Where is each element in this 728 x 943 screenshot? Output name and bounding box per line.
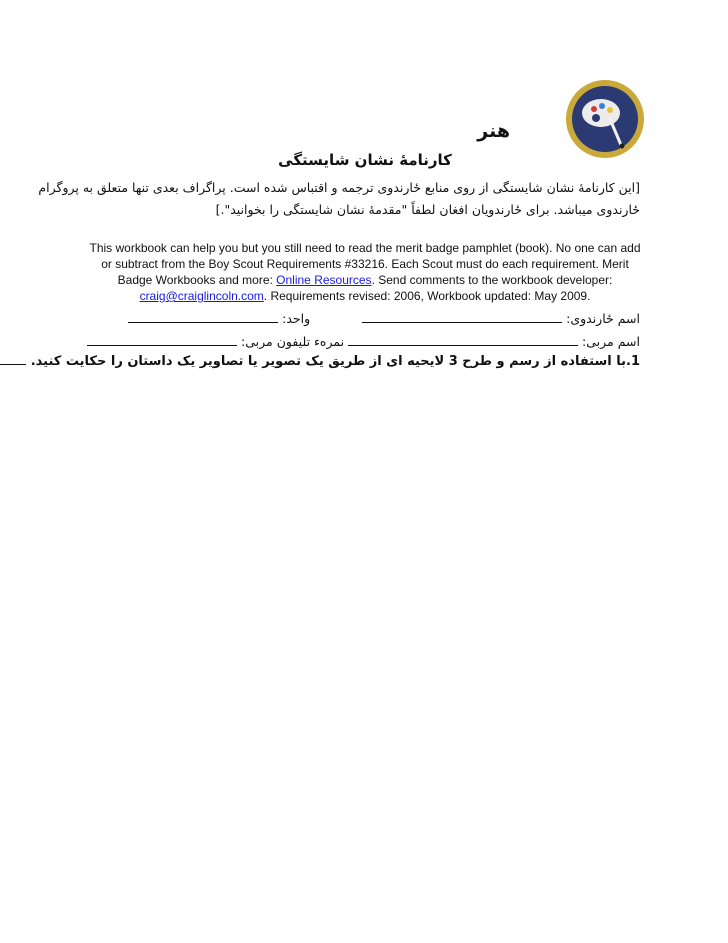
unit-field[interactable]	[128, 310, 278, 323]
counselor-phone-label: نمرهء تلیفون مربی:	[241, 334, 345, 349]
requirement-1-answer-field[interactable]	[0, 352, 26, 365]
intro-paragraph-line-1: [این کارنامۀ نشان شایستگی از روی منابع ځارندوی ترجمه و اقتباس شده است. پراگراف بعدی تنها متعلق به پروگرام	[38, 180, 640, 195]
english-notice	[85, 240, 645, 304]
intro-paragraph-line-2: ځارندوی میباشد. برای ځارندویان افغان لطفاً "مقدمۀ نشان شایستگی را بخوانید".]	[215, 202, 640, 217]
scout-name-field[interactable]	[362, 310, 562, 323]
counselor-name-label: اسم مربی:	[582, 334, 640, 349]
developer-email-link[interactable]: craig@craiglincoln.com	[139, 289, 264, 303]
page-subtitle: کارنامۀ نشان شایستگی	[278, 151, 452, 169]
unit-label: واحد:	[282, 311, 311, 326]
counselor-info-row	[84, 333, 640, 349]
counselor-phone-field[interactable]	[87, 333, 237, 346]
english-notice-text-2: . Send comments to the workbook developer:	[371, 273, 613, 287]
online-resources-link[interactable]: Online Resources	[276, 273, 372, 287]
counselor-name-field[interactable]	[348, 333, 578, 346]
english-notice-text-3: . Requirements revised: 2006, Workbook updated: May 2009.	[263, 289, 591, 303]
scout-info-row	[84, 310, 640, 326]
scout-name-label: اسم ځارندوی:	[566, 311, 640, 326]
art-merit-badge-icon	[565, 79, 645, 159]
english-notice-text-1: This workbook can help you but you still need to read the merit badge pamphlet (book). No one can add or subtract from the Boy Scout Requirements #33216. Each Scout must do each requirement. Merit Badge Workbooks and more:	[89, 241, 641, 287]
requirement-1-text: 1.با استفاده از رسم و طرح 3 لایحیه ای از طریق یک تصویر یا تصاویر یک داستان را حکایت کنید.	[30, 354, 640, 369]
page-title: هنر	[477, 120, 510, 142]
requirement-1-row	[30, 352, 640, 369]
